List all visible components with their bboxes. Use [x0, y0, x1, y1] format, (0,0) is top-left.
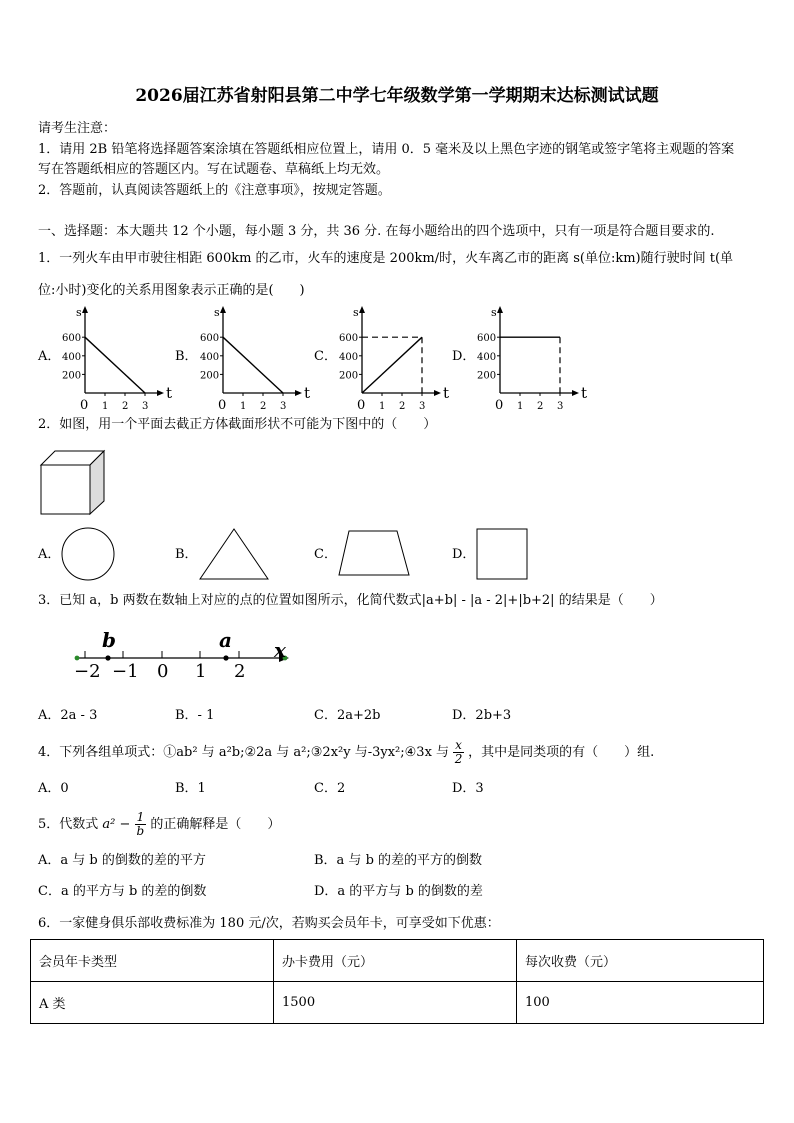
x-tick-label: 2 [537, 401, 544, 412]
question-5-expression: a² − [102, 817, 131, 832]
graph-c [335, 302, 485, 412]
table-header-cell: 会员年卡类型 [31, 940, 274, 982]
x-tick-label: 2 [122, 401, 129, 412]
graph-d [473, 302, 623, 412]
notice-heading: 请考生注意： [38, 121, 117, 136]
x-tick-label: 0 [357, 398, 366, 412]
table-cell: A 类 [31, 982, 274, 1024]
table-header-cell: 办卡费用（元） [274, 940, 517, 982]
fraction-x-over-2 [453, 739, 464, 766]
label-x: x [274, 638, 286, 662]
question-4 [38, 736, 654, 770]
y-tick-label: 200 [62, 370, 82, 382]
x-tick-label: 1 [517, 401, 524, 412]
number-line-tick-label: 0 [157, 661, 169, 682]
x-axis-label: t [166, 384, 173, 402]
y-tick-label: 400 [200, 351, 220, 363]
label-b: b [102, 628, 116, 652]
question-4-text-after: ，其中是同类项的有（ ）组. [468, 745, 655, 760]
y-tick-label: 600 [200, 333, 220, 345]
question-2-text: 2．如图，用一个平面去截正方体截面形状不可能为下图中的（ ） [38, 417, 437, 432]
table-header-cell: 每次收费（元） [517, 940, 764, 982]
notice-item-2: 2．答题前，认真阅读答题纸上的《注意事项》，按规定答题。 [38, 183, 391, 198]
x-axis-arrow [434, 390, 441, 396]
y-axis-label: s [76, 306, 82, 319]
question-1-line-1: 1．一列火车由甲市驶往相距 600km 的乙市，火车的速度是 200km/时，火车离乙市的距离 s(单位:km)随行驶时间 t(单 [38, 251, 734, 266]
q1-option-c-label: C． [314, 349, 337, 364]
question-3-text: 3．已知 a，b 两数在数轴上对应的点的位置如图所示，化简代数式|a+b| - |a - 2|+|b+2| 的结果是（ ） [38, 593, 663, 608]
table-cell: 1500 [274, 982, 517, 1024]
fraction-numerator: 1 [136, 810, 145, 824]
y-tick-label: 400 [477, 351, 497, 363]
question-6-text: 6．一家健身俱乐部收费标准为 180 元/次，若购买会员年卡，可享受如下优惠： [38, 916, 500, 931]
q2-option-b-label: B． [175, 547, 198, 562]
y-tick-label: 600 [339, 333, 359, 345]
y-axis-arrow [220, 306, 226, 313]
table-cell: 100 [517, 982, 764, 1024]
x-tick-label: 1 [102, 401, 109, 412]
x-tick-label: 3 [557, 401, 564, 412]
y-tick-label: 200 [477, 370, 497, 382]
number-line-tick-label: 1 [195, 661, 207, 682]
q2-option-d-label: D． [452, 547, 476, 562]
x-tick-label: 3 [142, 401, 149, 412]
question-5 [38, 808, 280, 842]
y-tick-label: 600 [477, 333, 497, 345]
q3-option-d: D．2b+3 [452, 708, 512, 723]
x-tick-label: 3 [280, 401, 287, 412]
x-axis-arrow [295, 390, 302, 396]
cube-figure [38, 448, 108, 516]
fraction-denominator: b [136, 824, 145, 838]
fraction-denominator: 2 [454, 752, 463, 766]
graph-a [58, 302, 208, 412]
square-figure [475, 527, 529, 581]
x-tick-label: 1 [240, 401, 247, 412]
label-a: a [219, 628, 232, 652]
point-a [223, 655, 228, 660]
y-tick-label: 400 [62, 351, 82, 363]
x-axis-label: t [581, 384, 588, 402]
trapezoid-figure [337, 529, 411, 577]
number-line-tick-label: −2 [74, 661, 101, 682]
q4-option-a: A．0 [38, 781, 69, 796]
membership-fee-table [30, 939, 764, 1024]
x-axis-arrow [572, 390, 579, 396]
q2-option-c-label: C． [314, 547, 337, 562]
y-axis-label: s [353, 306, 359, 319]
x-axis-label: t [304, 384, 311, 402]
fraction-numerator: x [455, 738, 462, 752]
q5-option-a: A．a 与 b 的倒数的差的平方 [38, 853, 206, 868]
point-b [105, 655, 110, 660]
distance-line [85, 337, 145, 393]
x-tick-label: 0 [80, 398, 89, 412]
q4-option-d: D．3 [452, 781, 484, 796]
number-line [68, 625, 298, 685]
question-4-text-before: 4．下列各组单项式：①ab² 与 a²b;②2a 与 a²;③2x²y 与-3yx²;④3x 与 [38, 745, 450, 760]
graph-b [196, 302, 346, 412]
distance-line [223, 337, 283, 393]
y-axis-arrow [359, 306, 365, 313]
q3-option-c: C．2a+2b [314, 708, 381, 723]
y-axis-label: s [214, 306, 220, 319]
table-row [31, 982, 764, 1024]
number-line-tick-label: −1 [112, 661, 139, 682]
y-axis-arrow [497, 306, 503, 313]
x-axis-arrow [157, 390, 164, 396]
x-axis-label: t [443, 384, 450, 402]
number-line-tick-label: 2 [234, 661, 246, 682]
fraction-1-over-b [135, 811, 147, 838]
x-tick-label: 2 [399, 401, 406, 412]
number-line-start-dot [75, 656, 80, 661]
page-title: 2026届江苏省射阳县第二中学七年级数学第一学期期末达标测试试题 [135, 86, 659, 106]
q3-option-a: A．2a - 3 [38, 708, 98, 723]
question-5-text-before: 5．代数式 [38, 817, 99, 832]
x-tick-label: 0 [495, 398, 504, 412]
q3-option-b: B．- 1 [175, 708, 215, 723]
question-1-line-2: 位:小时)变化的关系用图象表示正确的是( ) [38, 283, 305, 298]
y-tick-label: 400 [339, 351, 359, 363]
q2-option-a-label: A． [38, 547, 61, 562]
x-tick-label: 0 [218, 398, 227, 412]
distance-line [362, 337, 422, 393]
x-tick-label: 2 [260, 401, 267, 412]
q5-option-b: B．a 与 b 的差的平方的倒数 [314, 853, 483, 868]
y-tick-label: 200 [339, 370, 359, 382]
y-axis-arrow [82, 306, 88, 313]
x-tick-label: 3 [419, 401, 426, 412]
q4-option-c: C．2 [314, 781, 346, 796]
notice-item-1-line-1: 1．请用 2B 铅笔将选择题答案涂填在答题纸相应位置上，请用 0．5 毫米及以上黑色字迹的钢笔或签字笔将主观题的答案 [38, 142, 735, 157]
q5-option-c: C．a 的平方与 b 的差的倒数 [38, 884, 207, 899]
y-tick-label: 200 [200, 370, 220, 382]
q1-option-d-label: D． [452, 349, 476, 364]
q4-option-b: B．1 [175, 781, 206, 796]
circle-figure [60, 527, 116, 583]
q5-option-d: D．a 的平方与 b 的倒数的差 [314, 884, 483, 899]
q1-option-a-label: A． [38, 349, 61, 364]
question-5-text-after: 的正确解释是（ ） [150, 817, 281, 832]
table-header-row [31, 940, 764, 982]
x-tick-label: 1 [379, 401, 386, 412]
triangle-figure [198, 527, 270, 582]
y-tick-label: 600 [62, 333, 82, 345]
section-heading: 一、选择题：本大题共 12 个小题，每小题 3 分，共 36 分. 在每小题给出的四个选项中，只有一项是符合题目要求的. [38, 224, 715, 239]
q1-option-b-label: B． [175, 349, 198, 364]
y-axis-label: s [491, 306, 497, 319]
notice-item-1-line-2: 写在答题纸相应的答题区内。写在试题卷、草稿纸上均无效。 [38, 162, 390, 177]
